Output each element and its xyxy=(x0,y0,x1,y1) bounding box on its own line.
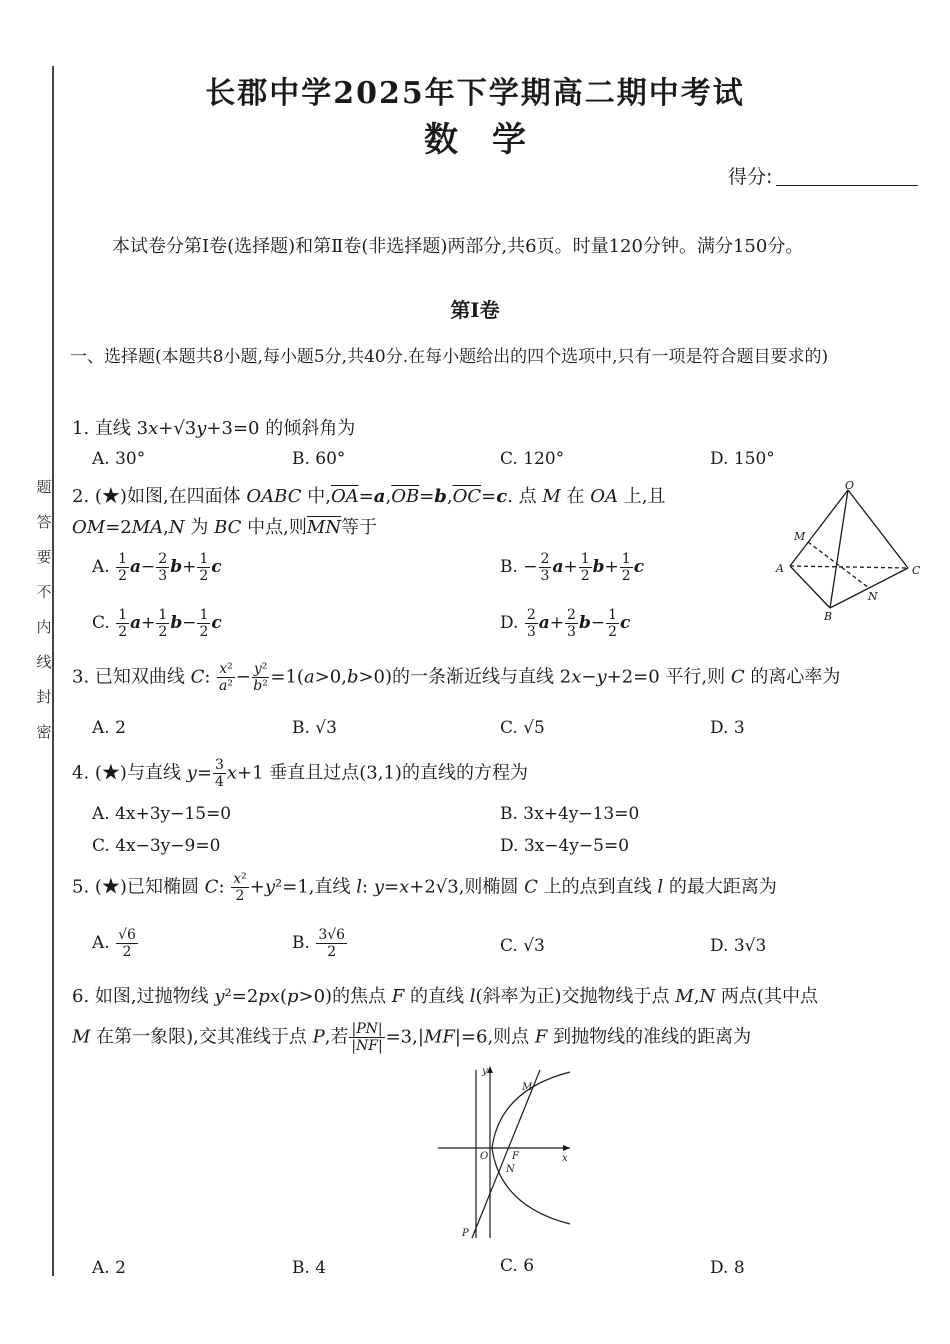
label-b: B xyxy=(824,610,833,623)
q3-option-c[interactable]: C. √5 xyxy=(500,718,545,738)
label-o: O xyxy=(845,479,855,492)
edge-oa xyxy=(790,490,848,566)
label-n: N xyxy=(868,590,878,603)
q5-option-c[interactable]: C. √3 xyxy=(500,936,545,956)
q4-option-c[interactable]: C. 4x−3y−9=0 xyxy=(92,836,221,856)
q2-option-a[interactable]: A. $\frac{1}{2}$ a− $\frac{2}{3}$ b+ $\frac{1}{2}$ c xyxy=(92,551,222,584)
label-m: M xyxy=(794,530,806,543)
edge-ac-hidden xyxy=(790,566,908,568)
q6-option-d[interactable]: D. 8 xyxy=(710,1258,745,1278)
q2-option-b[interactable]: B. − $\frac{2}{3}$ a+ $\frac{1}{2}$ b+ $\frac{1}{2}$ c xyxy=(500,551,645,584)
tetrahedron-figure xyxy=(770,478,930,628)
edge-oc xyxy=(848,490,908,568)
q1-option-a[interactable]: A. 30° xyxy=(92,449,146,469)
exam-title: 长郡中学2025年下学期高二期中考试 xyxy=(205,76,745,111)
exam-intro: 本试卷分第Ⅰ卷(选择题)和第Ⅱ卷(非选择题)两部分,共6页。时量120分钟。满分150分。 xyxy=(112,236,804,257)
q4-option-d[interactable]: D. 3x−4y−5=0 xyxy=(500,836,630,856)
section-heading: 一、选择题(本题共8小题,每小题5分,共40分.在每小题给出的四个选项中,只有一项是符合题目要求的) xyxy=(70,347,829,367)
q5-option-b[interactable]: B. $\frac{3√6}{2}$ xyxy=(292,927,346,960)
score-label: 得分: xyxy=(728,166,773,188)
q2-option-d[interactable]: D. $\frac{2}{3}$ a+ $\frac{2}{3}$ b− $\frac{1}{2}$ c xyxy=(500,607,631,640)
question-5-stem: 5. (★)已知椭圆 C: $\frac{\text{x²}}{2}$ +y²=1,直线 l: y=x+2√3,则椭圆 C 上的点到直线 l 的最大距离为 xyxy=(72,871,777,904)
edge-ob xyxy=(830,490,848,608)
q6-option-a[interactable]: A. 2 xyxy=(92,1258,126,1278)
binding-margin-text: 题 答 要 不 内 线 封 密 xyxy=(36,478,52,741)
parabola-figure xyxy=(430,1062,580,1242)
q1-option-c[interactable]: C. 120° xyxy=(500,449,565,469)
q1-option-d[interactable]: D. 150° xyxy=(710,449,775,469)
subject-title: 数学 xyxy=(424,120,560,160)
q4-option-a[interactable]: A. 4x+3y−15=0 xyxy=(92,804,232,824)
part-title: 第Ⅰ卷 xyxy=(450,298,500,322)
question-2-stem-line1: 2. (★)如图,在四面体 OABC 中$,\overline{OA}=a,\overline{OB}=b,\overline{OC}=c$. 点 M 在 OA 上,且 xyxy=(72,486,666,507)
question-1-stem: 1. 直线 3x+√3y+3=0 的倾斜角为 xyxy=(72,418,356,439)
q6-option-c[interactable]: C. 6 xyxy=(500,1256,535,1276)
q3-option-a[interactable]: A. 2 xyxy=(92,718,126,738)
q4-option-b[interactable]: B. 3x+4y−13=0 xyxy=(500,804,640,824)
q2-option-c[interactable]: C. $\frac{1}{2}$ a+ $\frac{1}{2}$ b− $\frac{1}{2}$ c xyxy=(92,607,222,640)
q3-option-d[interactable]: D. 3 xyxy=(710,718,745,738)
q5-option-a[interactable]: A. $\frac{√6}{2}$ xyxy=(92,927,136,960)
label-n: N xyxy=(506,1164,515,1175)
question-6-stem-line1: 6. 如图,过抛物线 y²=2px(p>0)的焦点 F 的直线 l(斜率为正)交抛物线于点 M,N 两点(其中点 xyxy=(72,986,818,1007)
label-f: F xyxy=(512,1151,519,1162)
question-4-stem: 4. (★)与直线 y= $\frac{3}{4}$ x+1 垂直且过点(3,1)的直线的方程为 xyxy=(72,757,528,790)
edge-ab xyxy=(790,566,830,608)
label-p: P xyxy=(462,1228,469,1239)
q3-option-b[interactable]: B. √3 xyxy=(292,718,337,738)
q5-option-d[interactable]: D. 3√3 xyxy=(710,936,767,956)
question-3-stem: 3. 已知双曲线 C: $\frac{\text{x²}}{\text{a²}}$ − $\frac{\text{y²}}{\text{b²}}$ =1(a>0,b>0)的一条渐近线与直线 2x−y+2=0 平行,则 C 的离心率为 xyxy=(72,661,841,694)
question-2-stem-line2: OM=2MA,N 为 BC 中点,则$\overline{MN}$等于 xyxy=(72,517,378,538)
label-y: y xyxy=(482,1066,488,1077)
q6-option-b[interactable]: B. 4 xyxy=(292,1258,327,1278)
q1-option-b[interactable]: B. 60° xyxy=(292,449,346,469)
y-axis-arrow xyxy=(487,1066,493,1073)
x-axis-arrow xyxy=(563,1145,570,1151)
label-x: x xyxy=(562,1153,568,1164)
label-c: C xyxy=(912,564,921,577)
label-a: A xyxy=(776,562,784,575)
score-blank[interactable] xyxy=(776,185,918,186)
question-6-stem-line2: M 在第一象限),交其准线于点 P,若 $\frac{|PN|}{|NF|}$ =3,|MF|=6,则点 F 到抛物线的准线的距离为 xyxy=(72,1021,752,1054)
label-m: M xyxy=(522,1082,533,1093)
label-o: O xyxy=(480,1151,489,1162)
